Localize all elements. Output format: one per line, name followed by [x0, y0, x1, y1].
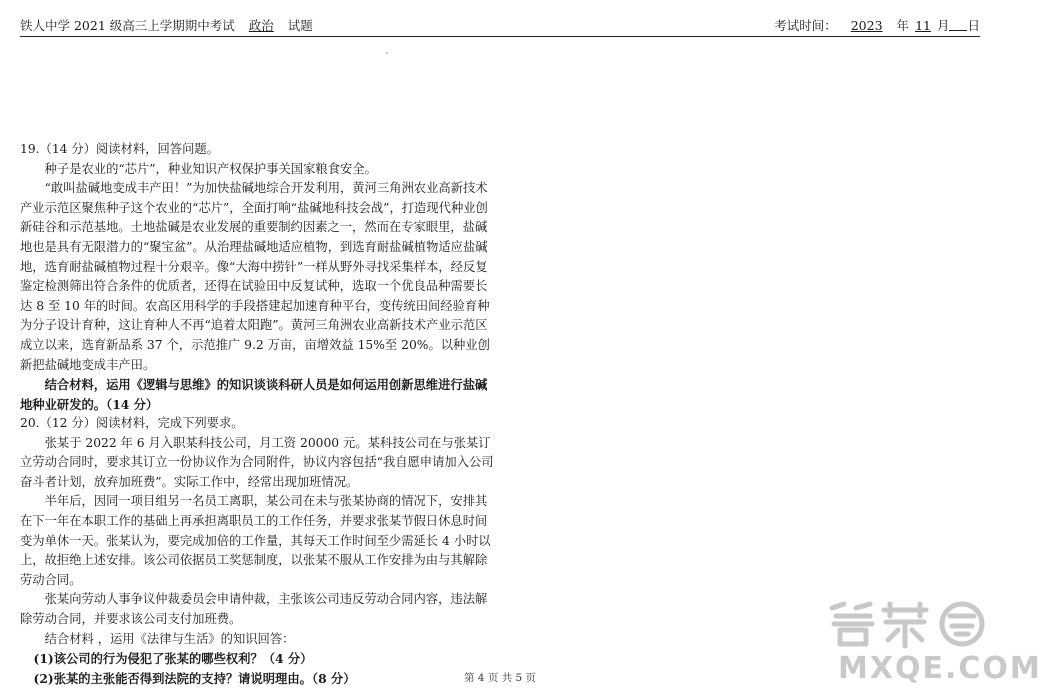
- page-footer: 第 4 页 共 5 页: [463, 672, 537, 684]
- q19-paragraph-2: “敢叫盐碱地变成丰产田！”为加快盐碱地综合开发利用，黄河三角洲农业高新技术产业示范区聚焦种子这个农业的“芯片”，全面打响“盐碱地科技会战”，打造现代种业创新硅谷和示范基地。土地盐碱是农业发展的重要制约因素之一，然而在专家眼里，盐碱地也是具有无限潜力的“聚宝盆”。从治理盐碱地适应植物，到选育耐盐碱植物适应盐碱地，选育耐盐碱植物过程十分艰辛。像“大海中捞针”一样从野外寻找采集样本，经反复鉴定检测筛出符合条件的优质者，还得在试验田中反复试种，选取一个优良品种需要长达 8 至 10 年的时间。农高区用科学的手段搭建起加速育种平台，变传统田间经验育种为分子设计育种，这让育种人不再“追着太阳跑”。黄河三角洲农业高新技术产业示范区成立以来，选育新品系 37 个，示范推广 9.2 万亩，亩增效益 15%至 20%。以种业创新把盐碱地变成丰产田。: [20, 181, 490, 372]
- watermark-site: MXQE.COM: [838, 651, 1042, 686]
- q19-task: 结合材料，运用《逻辑与思维》的知识谈谈科研人员是如何运用创新思维进行盐碱地种业研发的。（14 分）: [20, 377, 488, 412]
- q20-paragraph-2: 半年后，因同一项目组另一名员工离职，某公司在未与张某协商的情况下，安排其在下一年在本职工作的基础上再承担离职员工的工作任务，并要求张某节假日休息时间变为单休一天。张某认为，要完成加倍的工作量，其每天工作时间至少需延长 4 小时以上，故拒绝上述安排。该公司依据员工奖惩制度，以张某不服从工作安排为由与其解除劳动合同。: [20, 494, 491, 587]
- scan-speck: [386, 52, 388, 54]
- time-label: 考试时间：: [774, 18, 837, 33]
- q20-paragraph-1: 张某于 2022 年 6 月入职某科技公司，月工资 20000 元。某科技公司在与张某订立劳动合同时，要求其订立一份协议作为合同附件，协议内容包括“我自愿申请加入公司奋斗者计划，放弃加班费”。实际工作中，经常出现加班情况。: [20, 435, 494, 489]
- month-unit: 月: [936, 18, 950, 33]
- q20-heading: 20.（12 分）阅读材料，完成下列要求。: [20, 416, 244, 430]
- exam-date: [774, 16, 980, 34]
- q20-subquestion-1: (1)该公司的行为侵犯了张某的哪些权利？（4 分）: [33, 651, 313, 667]
- question-20: [20, 414, 496, 688]
- watermark-logo: [826, 600, 988, 648]
- q19-heading: 19.（14 分）阅读材料，回答问题。: [20, 142, 219, 156]
- question-19: [20, 140, 496, 414]
- exam-year: 2023: [850, 18, 883, 33]
- subject-name: 政治: [248, 18, 274, 33]
- school-exam-name: 铁人中学 2021 级高三上学期期中考试: [20, 18, 235, 33]
- q19-paragraph-1: 种子是农业的“芯片”，种业知识产权保护事关国家粮食安全。: [44, 161, 377, 176]
- day-unit: 日: [967, 18, 980, 33]
- exam-title: [20, 16, 313, 34]
- q20-paragraph-4: 结合材料 ，运用《法律与生活》的知识回答：: [44, 631, 295, 646]
- exam-month: 11: [915, 18, 931, 33]
- page-header: [20, 14, 980, 37]
- paper-label: 试题: [287, 18, 313, 33]
- q20-paragraph-3: 张某向劳动人事争议仲裁委员会申请仲裁，主张该公司违反劳动合同内容，违法解除劳动合同，并要求该公司支付加班费。: [20, 592, 488, 626]
- day-blank: [949, 18, 967, 31]
- q20-subquestion-2: (2)张某的主张能否得到法院的支持？请说明理由。（8 分）: [33, 670, 356, 686]
- year-unit: 年: [896, 18, 910, 33]
